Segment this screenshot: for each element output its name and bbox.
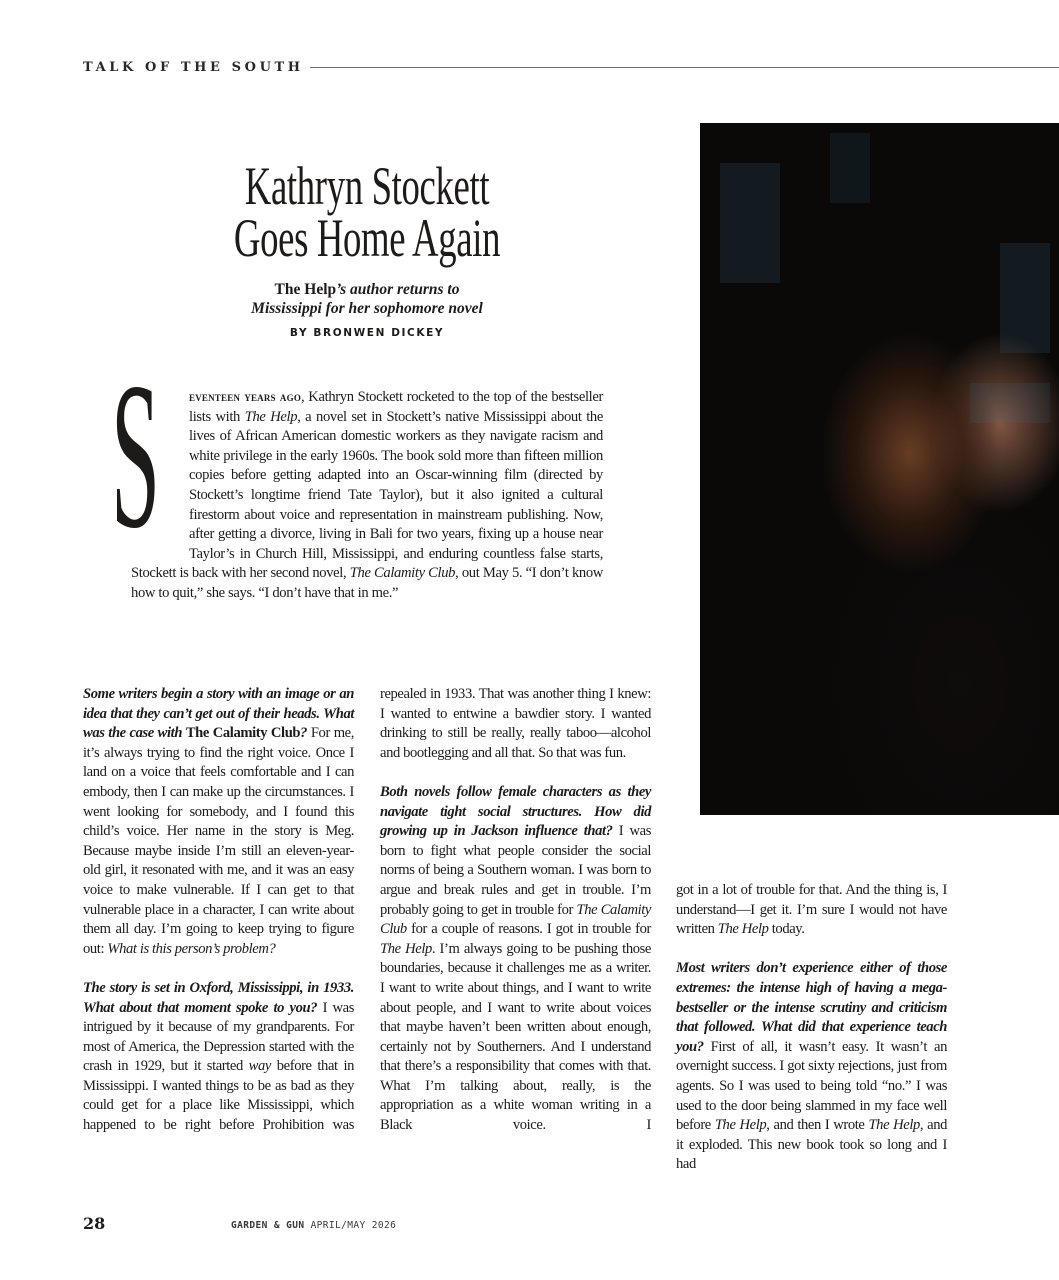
- italic-text: The Calamity Club: [380, 901, 651, 938]
- body-text: For me, it’s always trying to find the right voice. Once I land on a voice that feels comfortable and I can embody, then I can make up the circumstances. I went looking for somebody, and I found this child’s voice. Her name in the story is Meg. Because maybe inside I’m still an eleven-year-old girl, it resonated with me, and it was an easy voice to make vulnerable. If I can get to that vulnerable place in a character, I can write about them all day. I’m going to keep trying to figure out:: [83, 725, 354, 957]
- article-paragraph: [676, 959, 947, 1175]
- body-text: I was intrigued by it because of my grandparents. For most of America, the Depression started with the crash in 1929, but it started: [83, 999, 354, 1075]
- body-text: I was born to fight what people consider the social norms of being a Southern woman. I was born to argue and break rules and get in trouble. I’m probably going to get in trouble for: [380, 823, 651, 918]
- article-paragraph: [380, 685, 651, 763]
- drop-cap-letter: S: [111, 340, 160, 572]
- question-text: The story is set in Oxford, Mississippi, in 1933. What about that moment spoke to you?: [83, 979, 354, 1016]
- section-header: [83, 60, 1059, 75]
- body-text: First of all, it wasn’t easy. It wasn’t an overnight success. I got sixty rejections, just from agents. So I was used to being told “no.” I was used to the door being slammed in my face well before: [676, 1038, 947, 1134]
- body-text: , and it exploded. This new book took so long and I had: [676, 1117, 947, 1173]
- italic-text: The Calamity Club: [349, 565, 456, 582]
- question-text: Most writers don’t experience either of those extremes: the intense high of having a mega-bestseller or the intense scrutiny and criticism that followed. What did that experience teach you?: [676, 960, 947, 1055]
- article-paragraph: [380, 783, 651, 1136]
- italic-text: way: [248, 1058, 271, 1075]
- magazine-name: GARDEN & GUN: [231, 1220, 305, 1231]
- page-number: 28: [83, 1214, 106, 1233]
- dek: [140, 280, 594, 318]
- body-text: . I’m always going to be pushing those boundaries, because it challenges me as a writer. I want to write about things, and I want to write about people, and I want to write about voices that maybe haven’t been written about enough, certainly not by Southerners. And I understand that there’s a responsibility that comes with that. What I’m talking about, really, is the appropriation as a white woman writing in a Black voice. I: [380, 940, 651, 1134]
- article-column-1: [83, 685, 354, 1136]
- question-text: ?: [300, 725, 308, 742]
- body-text: , Kathryn Stockett rocketed to the top of the bestseller lists with: [189, 389, 603, 425]
- intro-text: [131, 389, 603, 601]
- italic-text: The Help: [244, 408, 298, 425]
- italic-text: The Help: [868, 1117, 920, 1134]
- article-column-3: [676, 881, 947, 1195]
- body-text: , and then I wrote: [766, 1117, 869, 1134]
- body-text: The Calamity Club: [185, 725, 301, 742]
- italic-text: The Help: [717, 921, 769, 938]
- body-text: before that in Mississippi. I wanted things to be as bad as they could get for a place like Mississippi, which happened to be right before Prohibition was: [83, 1058, 355, 1134]
- dek-text-1: ’s author returns to: [336, 281, 460, 298]
- intro-paragraph: [111, 340, 604, 604]
- article-paragraph: [83, 685, 354, 959]
- folio: [231, 1220, 396, 1231]
- byline: BY BRONWEN DICKEY: [289, 327, 445, 339]
- body-text: repealed in 1933. That was another thing I knew: I wanted to entwine a bawdier story. I wanted drinking to still be really, really taboo—alcohol and bootlegging and all that. So that was fun.: [380, 686, 651, 761]
- body-text: for a couple of reasons. I got in trouble for: [406, 921, 651, 938]
- section-label: TALK OF THE SOUTH: [83, 60, 304, 75]
- drop-cap: [111, 340, 183, 572]
- question-text: Some writers begin a story with an image or an idea that they can’t get out of their heads. What was the case with: [83, 686, 354, 742]
- article-paragraph: [676, 881, 947, 940]
- article-column-2: [380, 685, 651, 1136]
- headline: [140, 156, 594, 268]
- headline-line-2: Goes Home Again: [233, 208, 501, 268]
- question-text: Both novels follow female characters as they navigate tight social structures. How did growing up in Jackson influence that?: [380, 783, 651, 840]
- italic-text: The Help: [380, 940, 432, 957]
- body-text: , out May 5. “I don’t know how to quit,” she says. “I don’t have that in me.”: [131, 565, 603, 601]
- headline-line-1: Kathryn Stockett: [244, 156, 490, 216]
- author-photo: [700, 123, 1059, 815]
- body-text: got in a lot of trouble for that. And the thing is, I understand—I get it. I’m sure I would not have written: [676, 882, 947, 938]
- italic-text: What is this person’s problem?: [107, 940, 276, 957]
- dek-text-2: Mississippi for her sophomore novel: [251, 300, 483, 317]
- italic-text: The Help: [714, 1117, 767, 1134]
- article-paragraph: [83, 979, 354, 1136]
- section-rule: [310, 67, 1059, 68]
- lead-in-text: eventeen years ago: [189, 389, 302, 404]
- issue-date: APRIL/MAY 2026: [310, 1220, 397, 1231]
- body-text: , a novel set in Stockett’s native Mississippi about the lives of African American domestic workers as they navigate racism and white privilege in the early 1960s. The book sold more than fifteen million copies before getting adapted into an Oscar-winning film (directed by Stockett’s longtime friend Tate Taylor), but it also ignited a cultural firestorm about voice and representation in mainstream publishing. Now, after getting a divorce, living in Bali for two years, fixing up a house near Taylor’s in Church Hill, Mississippi, and enduring countless false starts, Stockett is back with her second novel,: [131, 408, 604, 582]
- body-text: today.: [768, 921, 805, 938]
- dek-title-ref: The Help: [274, 281, 337, 298]
